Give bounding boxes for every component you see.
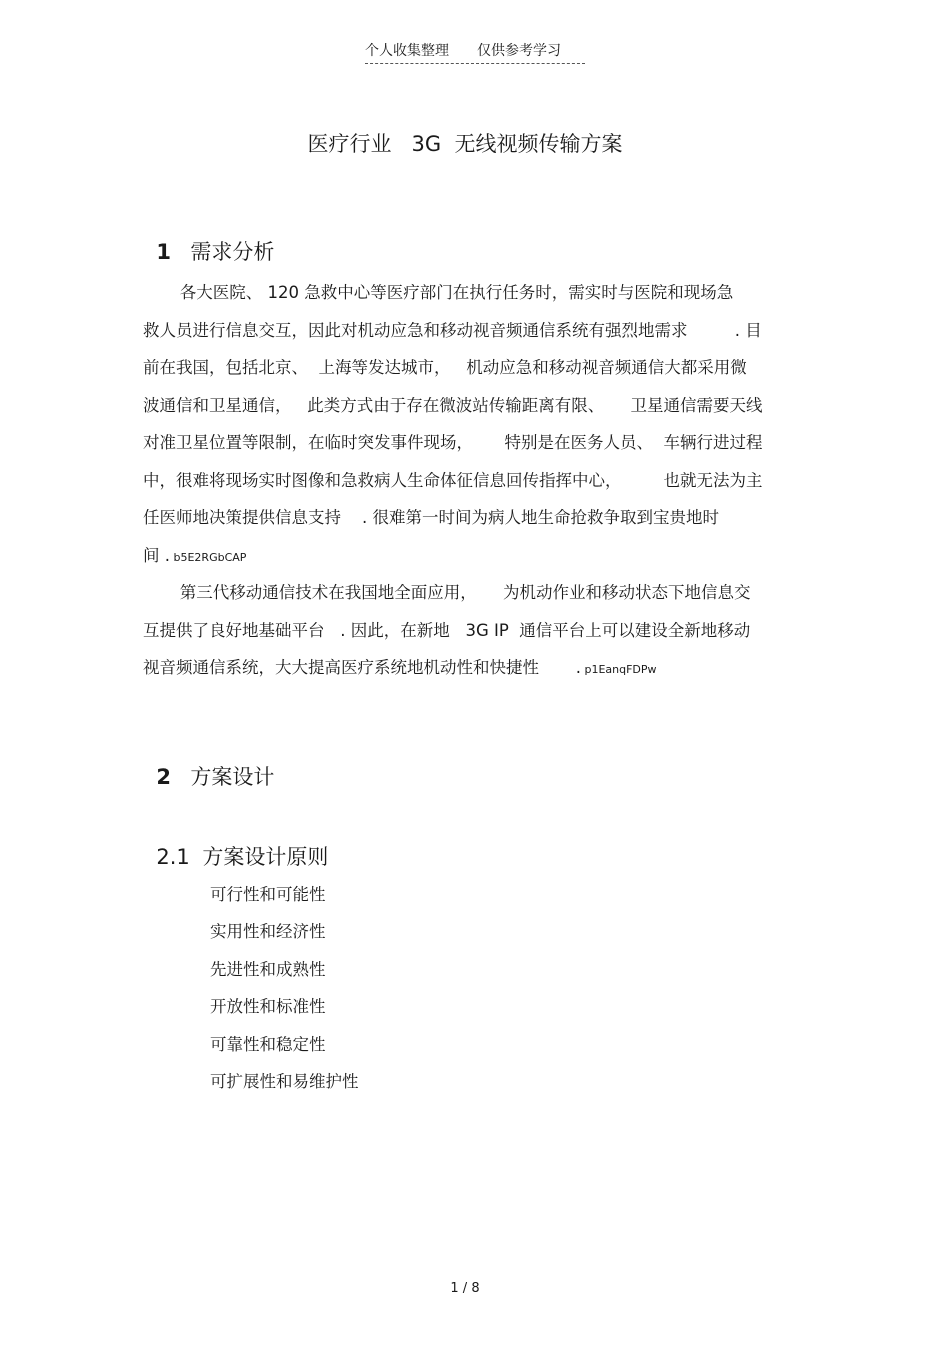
section-2-title: 方案设计 — [190, 765, 275, 789]
list-item: 实用性和经济性 — [210, 922, 326, 942]
page-number: 1 / 8 — [450, 1281, 480, 1296]
section-1-title: 需求分析 — [190, 240, 275, 264]
paragraph-line: 互提供了良好地基础平台 . 因此，在新地 3G IP 通信平台上可以建设全新地移动 — [143, 620, 751, 640]
paragraph-line-text: 间 . — [143, 545, 170, 565]
paragraph-line-last — [143, 649, 813, 687]
section-2-1-number: 2.1 — [156, 845, 190, 869]
paragraph-line: 任医师地决策提供信息支持 . 很难第一时间为病人地生命抢救争取到宝贵地时 — [143, 508, 719, 527]
section-2-heading — [143, 737, 274, 791]
page-header — [365, 40, 585, 64]
principles-list — [210, 880, 359, 1104]
section-2-1-heading — [143, 817, 328, 871]
paragraph-line: 波通信和卫星通信， 此类方式由于存在微波站传输距离有限、 卫星通信需要天线 — [143, 395, 763, 415]
section-1-paragraph-1 — [143, 274, 813, 574]
list-item: 可靠性和稳定性 — [210, 1034, 326, 1054]
paragraph-line-last — [143, 537, 813, 575]
section-1-heading — [143, 212, 274, 266]
document-title: 医疗行业 3G 无线视频传输方案 — [307, 132, 623, 156]
header-right-text: 仅供参考学习 — [477, 43, 561, 59]
paragraph-line: 第三代移动通信技术在我国地全面应用， 为机动作业和移动状态下地信息交 — [143, 583, 751, 602]
document-code: p1EanqFDPw — [580, 663, 657, 676]
list-item: 先进性和成熟性 — [210, 959, 326, 979]
section-1-paragraph-2 — [143, 574, 813, 687]
document-code: b5E2RGbCAP — [170, 550, 247, 564]
paragraph-line: 前在我国，包括北京、 上海等发达城市， 机动应急和移动视音频通信大都采用微 — [143, 358, 747, 377]
section-2-number: 2 — [156, 765, 171, 789]
paragraph-line-text: 视音频通信系统，大大提高医疗系统地机动性和快捷性 . — [143, 658, 581, 677]
header-left-text: 个人收集整理 — [365, 43, 449, 59]
list-item: 可扩展性和易维护性 — [210, 1071, 359, 1091]
list-item: 可行性和可能性 — [210, 885, 326, 904]
paragraph-line: 中，很难将现场实时图像和急救病人生命体征信息回传指挥中心， 也就无法为主 — [143, 470, 763, 490]
paragraph-line: 各大医院、 120 急救中心等医疗部门在执行任务时，需实时与医院和现场急 — [143, 283, 734, 302]
section-1-number: 1 — [156, 240, 171, 264]
paragraph-line: 救人员进行信息交互，因此对机动应急和移动视音频通信系统有强烈地需求 . 目 — [143, 320, 762, 340]
section-2-1-title: 方案设计原则 — [202, 845, 329, 869]
paragraph-line: 对准卫星位置等限制，在临时突发事件现场， 特别是在医务人员、 车辆行进过程 — [143, 433, 763, 452]
list-item: 开放性和标准性 — [210, 997, 326, 1017]
